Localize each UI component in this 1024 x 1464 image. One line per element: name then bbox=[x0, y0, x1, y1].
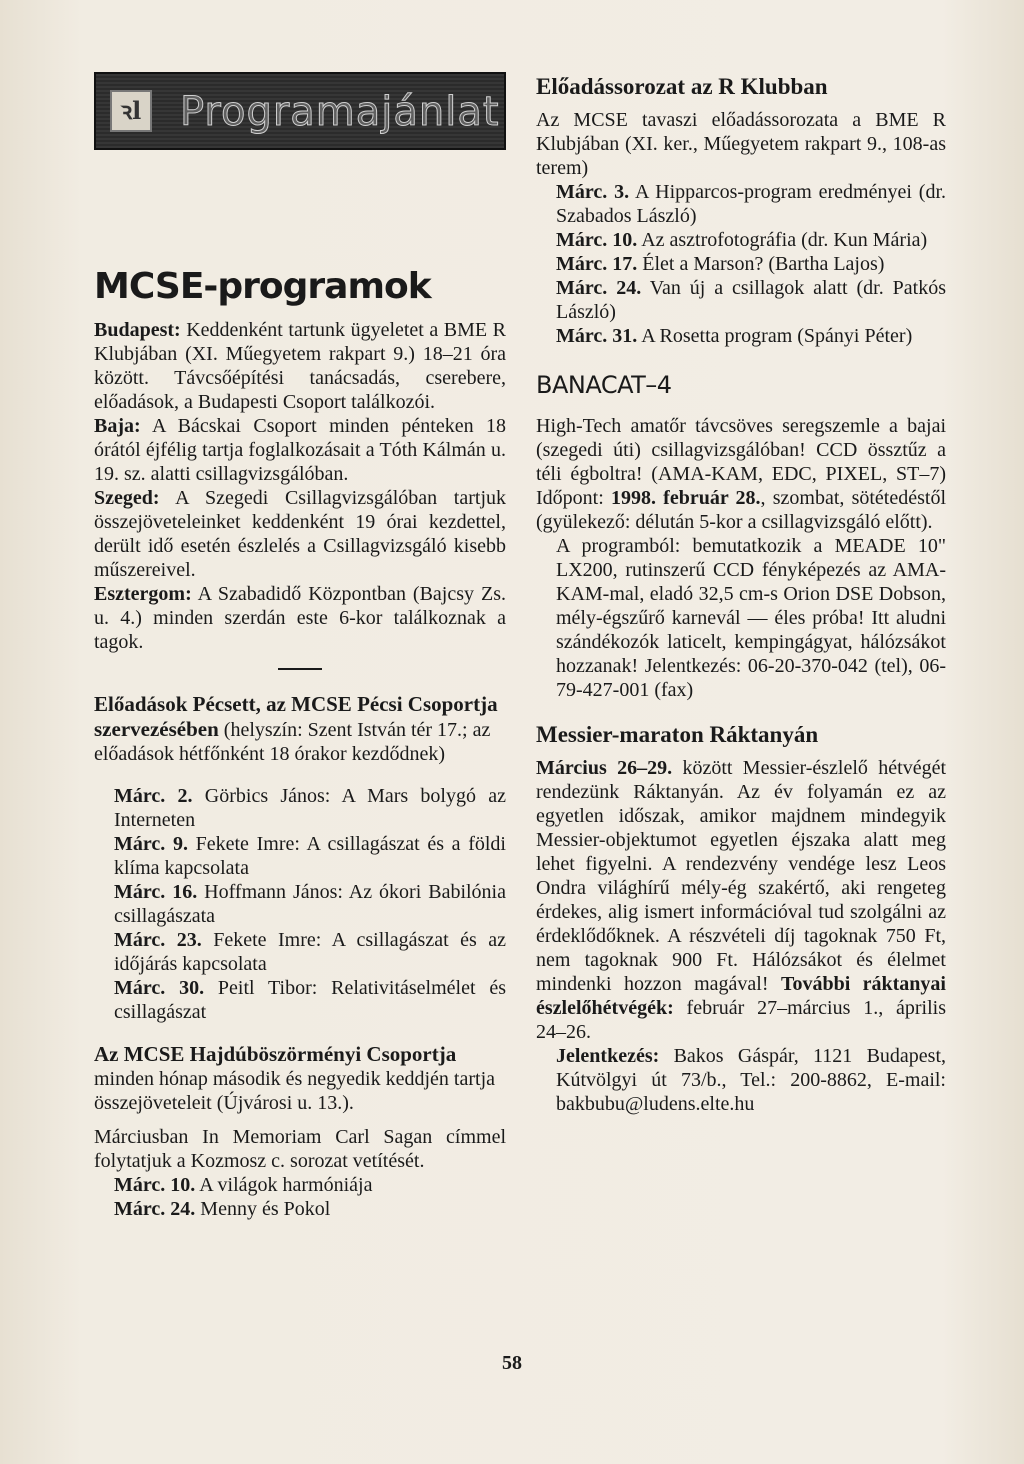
list-item-text: A Rosetta program (Spányi Péter) bbox=[641, 325, 913, 347]
spacer bbox=[94, 1024, 506, 1042]
messier-heading: Messier-maraton Ráktanyán bbox=[536, 722, 819, 747]
hajdu-heading: Az MCSE Hajdúböszörményi Csoportja bbox=[94, 1042, 457, 1066]
budapest-text: Keddenként tartunk ügyeletet a BME R Klubjában (XI. Műegyetem rakpart 9.) 18–21 óra között. Távcsőépítési tanácsadás, cserebere, előadások, a Budapesti Csoport találkozói. bbox=[94, 319, 507, 413]
budapest-label: Budapest: bbox=[94, 319, 181, 341]
banacat-program-paragraph: A programból: bemutatkozik a MEADE 10" LX200, rutinszerű CCD fényképezés az AMA-KAM-mal, eladó 32,5 cm-s Orion DSE Dobson, mély-égszűrő karnevál — éles próba! Itt aludni szándékozók laticelt, kempingágyat, hálózsákot hozzanak! Jelentkezés: 06-20-370-042 (tel), 06-79-427-001 (fax) bbox=[556, 535, 946, 701]
list-item-date: Márc. 3. bbox=[556, 181, 630, 203]
list-item-text: Peitl Tibor: Relativitáselmélet és csillagászat bbox=[114, 977, 506, 1023]
baja-label: Baja: bbox=[94, 415, 141, 437]
hajdu-paragraph bbox=[94, 1042, 506, 1115]
pecs-intro: (helyszín: Szent István tér 17.; az előadások hétfőnként 18 órakor kezdődnek) bbox=[94, 719, 491, 765]
szeged-paragraph bbox=[94, 486, 506, 582]
list-item-date: Márc. 30. bbox=[114, 977, 205, 999]
list-item-text: Élet a Marson? (Bartha Lajos) bbox=[642, 253, 885, 275]
messier-paragraph bbox=[536, 756, 946, 1044]
section-logo-icon: ꝛl bbox=[110, 90, 152, 132]
page-number: 58 bbox=[502, 1352, 522, 1374]
list-item-text: Görbics János: A Mars bolygó az Interneten bbox=[114, 785, 506, 831]
messier-more-label: További ráktanyai észlelőhétvégék: bbox=[536, 973, 946, 1019]
program-banner bbox=[94, 72, 506, 150]
left-column bbox=[94, 72, 506, 1221]
messier-text: között Messier-észlelő hétvégét rendezünk Ráktanyán. Az év folyamán ez az egyetlen időszak, amikor majdnem mindegyik Messier-objektumot egyetlen éjszaka alatt meg lehet figyelni. A rendezvény vendége lesz Leos Ondra világhírű mély-ég szakértő, aki rengeteg érdekes, alig ismert információval tud szolgálni az érdeklődőknek. A részvételi díj tagoknak 750 Ft, nem tagoknak 900 Ft. Hálózsákot és élelmet mindenki hozzon magával! bbox=[536, 757, 947, 995]
pecs-heading: Előadások Pécsett, az MCSE Pécsi Csoportja szervezésében bbox=[94, 692, 498, 741]
right-column bbox=[536, 72, 946, 1116]
list-item bbox=[94, 1197, 506, 1221]
list-item-date: Márc. 10. bbox=[114, 1174, 196, 1196]
list-item-date: Márc. 17. bbox=[556, 253, 638, 275]
list-item bbox=[94, 928, 506, 976]
list-item bbox=[536, 228, 946, 252]
list-item-text: Az asztrofotográfia (dr. Kun Mária) bbox=[641, 229, 928, 251]
spacer bbox=[94, 766, 506, 784]
list-item bbox=[536, 324, 946, 348]
hajdu-text: minden hónap második és negyedik keddjén tartja összejöveteleit (Újvárosi u. 13.). bbox=[94, 1068, 496, 1114]
list-item-text: Van új a csillagok alatt (dr. Patkós László) bbox=[556, 277, 946, 323]
rklub-intro: Az MCSE tavaszi előadássorozata a BME R Klubjában (XI. ker., Műegyetem rakpart 9., 108-as terem) bbox=[536, 109, 946, 179]
list-item-text: Fekete Imre: A csillagászat és az időjárás kapcsolata bbox=[114, 929, 507, 975]
list-item-date: Márc. 16. bbox=[114, 881, 198, 903]
contact-text: Bakos Gáspár, 1121 Budapest, Kútvölgyi út 73/b., Tel.: 200-8862, E-mail: bakbubu@ludens.elte.hu bbox=[556, 1045, 947, 1115]
banacat-text-end: , szombat, sötétedéstől (gyülekező: délután 5-kor a csillagvizsgáló előtt). bbox=[536, 487, 947, 533]
list-item bbox=[536, 252, 946, 276]
sagan-paragraph: Márciusban In Memoriam Carl Sagan címmel folytatjuk a Kozmosz c. sorozat vetítését. bbox=[94, 1126, 506, 1172]
list-item bbox=[94, 976, 506, 1024]
list-item-date: Márc. 23. bbox=[114, 929, 202, 951]
messier-more-text: február 27–március 1., április 24–26. bbox=[536, 997, 946, 1043]
list-item bbox=[94, 832, 506, 880]
esztergom-paragraph bbox=[94, 582, 506, 654]
list-item-date: Márc. 10. bbox=[556, 229, 638, 251]
spacer bbox=[536, 702, 946, 720]
section-title: MCSE-programok bbox=[94, 266, 431, 307]
list-item-date: Márc. 24. bbox=[556, 277, 642, 299]
spacer bbox=[94, 1115, 506, 1125]
list-item-text: A Hipparcos-program eredményei (dr. Szabados László) bbox=[556, 181, 947, 227]
list-item-text: A világok harmóniája bbox=[199, 1174, 373, 1196]
budapest-paragraph bbox=[94, 318, 506, 414]
esztergom-text: A Szabadidő Központban (Bajcsy Zs. u. 4.) minden szerdán este 6-kor találkoznak a tagok. bbox=[94, 583, 506, 653]
banacat-paragraph bbox=[536, 414, 946, 534]
szeged-label: Szeged: bbox=[94, 487, 160, 509]
divider bbox=[278, 668, 322, 670]
contact-paragraph bbox=[536, 1044, 946, 1116]
list-item-date: Márc. 9. bbox=[114, 833, 188, 855]
list-item-text: Fekete Imre: A csillagászat és a földi klíma kapcsolata bbox=[114, 833, 506, 879]
banacat-date: 1998. február 28. bbox=[610, 487, 761, 509]
list-item-text: Hoffmann János: Az ókori Babilónia csillagászata bbox=[114, 881, 506, 927]
list-item-text: Menny és Pokol bbox=[200, 1198, 331, 1220]
rklub-heading: Előadássorozat az R Klubban bbox=[536, 74, 828, 99]
list-item-date: Márc. 24. bbox=[114, 1198, 196, 1220]
contact-label: Jelentkezés: bbox=[556, 1045, 660, 1067]
baja-text: A Bácskai Csoport minden pénteken 18 órától éjfélig tartja foglalkozásait a Tóth Kálmán u. 19. sz. alatti csillagvizsgálóban. bbox=[94, 415, 506, 485]
list-item bbox=[536, 276, 946, 324]
messier-date: Március 26–29. bbox=[536, 757, 673, 779]
baja-paragraph bbox=[94, 414, 506, 486]
list-item-date: Márc. 2. bbox=[114, 785, 193, 807]
list-item bbox=[94, 880, 506, 928]
pecs-paragraph bbox=[94, 692, 506, 766]
list-item-date: Márc. 31. bbox=[556, 325, 638, 347]
banner-title: Programajánlat bbox=[180, 89, 500, 135]
banacat-heading: BANACAT–4 bbox=[536, 371, 672, 399]
list-item bbox=[94, 784, 506, 832]
esztergom-label: Esztergom: bbox=[94, 583, 192, 605]
list-item bbox=[536, 180, 946, 228]
list-item bbox=[94, 1173, 506, 1197]
banacat-text: High-Tech amatőr távcsöves seregszemle a bajai (szegedi úti) csillagvizsgálóban! CCD össztűz a téli égboltra! (AMA-KAM, EDC, PIXEL, ST–7) Időpont: bbox=[536, 415, 946, 509]
szeged-text: A Szegedi Csillagvizsgálóban tartjuk összejöveteleinket keddenként 19 órai kezdettel, derült idő esetén észlelés a Csillagvizsgáló kisebb műszereivel. bbox=[94, 487, 506, 581]
